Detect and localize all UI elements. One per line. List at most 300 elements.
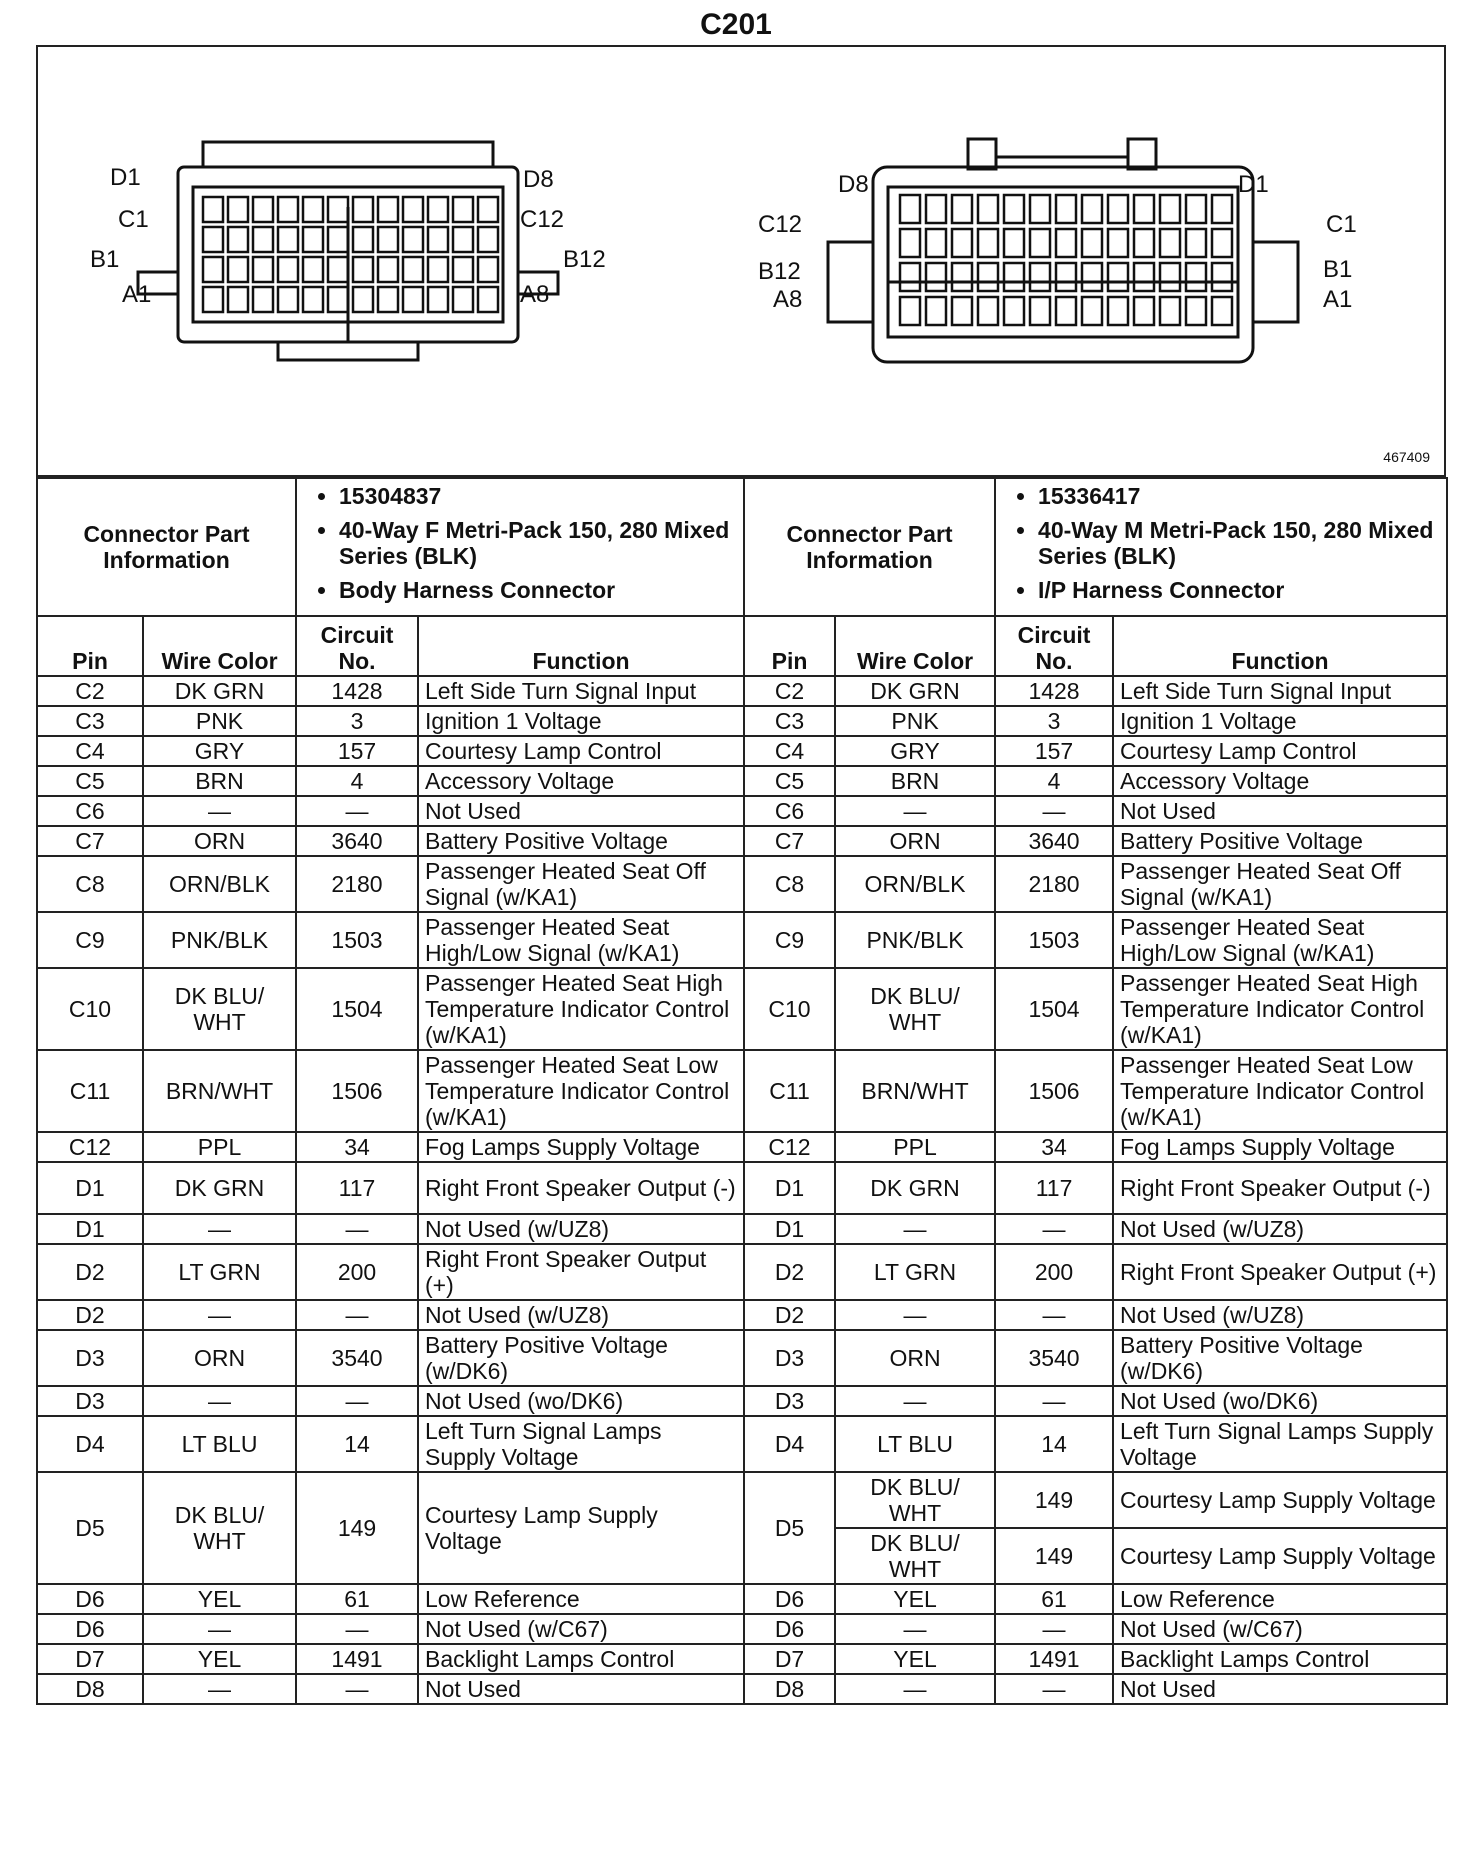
cpi-harness: • Body Harness Connector [339,577,737,603]
function-cell: Not Used [1113,1674,1447,1704]
function-cell: Not Used [418,796,744,826]
pin-cavity [228,227,248,252]
circuit-cell: — [995,1614,1113,1644]
pin-cavity [1134,195,1154,223]
wire-color-cell: PNK/BLK [835,912,995,968]
table-row [37,1300,1447,1330]
table-row [37,1244,1447,1300]
pin-cavity [478,257,498,282]
pin-cavity [278,287,298,312]
circuit-cell: 149 [296,1472,418,1584]
pin-cell: C12 [744,1132,835,1162]
function-cell: Not Used (w/UZ8) [418,1300,744,1330]
pin-cell: C2 [37,676,143,706]
pin-cavity [1134,229,1154,257]
pin-cavity [428,287,448,312]
table-row [37,968,1447,1050]
wire-color-cell: BRN [835,766,995,796]
function-cell: Courtesy Lamp Control [1113,736,1447,766]
pin-cavity [926,263,946,291]
wire-color-cell: — [143,1300,296,1330]
pin-label-d8: D8 [523,166,554,193]
pin-cell: C5 [744,766,835,796]
pin-cavity [428,197,448,222]
pin-cavity [1160,263,1180,291]
pin-cavity [1160,229,1180,257]
wire-color-cell: — [835,1300,995,1330]
pin-cavity [978,297,998,325]
wire-color-cell: DK GRN [143,676,296,706]
function-cell: Ignition 1 Voltage [418,706,744,736]
wire-color-cell: — [143,1386,296,1416]
pin-cavity [278,227,298,252]
pin-cavity [253,287,273,312]
pin-label-a1: A1 [122,281,152,308]
pin-cell: C6 [744,796,835,826]
circuit-cell: 3 [296,706,418,736]
pin-cavity [203,227,223,252]
function-cell: Accessory Voltage [1113,766,1447,796]
wire-color-cell: — [835,796,995,826]
pin-cavity [952,229,972,257]
page-title: C201 [700,8,772,41]
pin-cavity [253,227,273,252]
pin-label-b1: B1 [90,246,120,273]
pin-cavity [1108,297,1128,325]
function-cell: Backlight Lamps Control [418,1644,744,1674]
wire-color-cell: DK BLU/ WHT [835,1528,995,1584]
pin-cell: C10 [37,968,143,1050]
pin-cavity [900,195,920,223]
pin-cavity [403,197,423,222]
wire-color-cell: PNK [143,706,296,736]
wire-color-cell: — [143,1674,296,1704]
function-cell: Passenger Heated Seat High/Low Signal (w/KA1) [1113,912,1447,968]
pin-cavity [453,227,473,252]
pin-cavity [1134,297,1154,325]
function-cell: Not Used (w/UZ8) [1113,1300,1447,1330]
circuit-cell: 3640 [296,826,418,856]
table-row [37,676,1447,706]
circuit-cell: 1491 [995,1644,1113,1674]
pin-cavity [1082,263,1102,291]
pin-cavity [1056,195,1076,223]
wire-color-cell: DK GRN [835,1162,995,1214]
pin-label-d8: D8 [838,171,869,198]
pin-cavity [1186,263,1206,291]
pin-cell: C2 [744,676,835,706]
pin-cavity [328,287,348,312]
wire-color-cell: — [835,1614,995,1644]
pin-cell: D2 [744,1244,835,1300]
pin-cavity [1030,195,1050,223]
pin-cavity [900,297,920,325]
wire-color-cell: DK GRN [143,1162,296,1214]
pin-cavity [278,197,298,222]
circuit-cell: 1506 [995,1050,1113,1132]
circuit-cell: — [296,1386,418,1416]
pin-cell: C4 [37,736,143,766]
wire-color-cell: ORN [835,1330,995,1386]
header-wire-color: Wire Color [835,616,995,676]
pin-cavity [353,197,373,222]
header-function: Function [418,616,744,676]
pin-cell: C7 [744,826,835,856]
female-connector-face [138,142,558,360]
wire-color-cell: ORN/BLK [143,856,296,912]
circuit-cell: 2180 [296,856,418,912]
wire-color-cell: ORN [143,826,296,856]
function-cell: Passenger Heated Seat Off Signal (w/KA1) [1113,856,1447,912]
table-row [37,1614,1447,1644]
table-row [37,1584,1447,1614]
cpi-part-number: • 15336417 [1038,483,1440,509]
wire-color-cell: PNK/BLK [143,912,296,968]
function-cell: Passenger Heated Seat Off Signal (w/KA1) [418,856,744,912]
pin-cavity [303,257,323,282]
table-row [37,1644,1447,1674]
function-cell: Not Used (wo/DK6) [418,1386,744,1416]
pin-cell: D3 [744,1330,835,1386]
pin-cell: C3 [744,706,835,736]
pin-cavity [303,287,323,312]
circuit-cell: — [296,1614,418,1644]
pin-cavity [1030,229,1050,257]
function-cell: Passenger Heated Seat High Temperature Indicator Control (w/KA1) [418,968,744,1050]
pin-cavity [1108,195,1128,223]
pin-cell: D6 [37,1584,143,1614]
circuit-cell: 2180 [995,856,1113,912]
pin-cavity [926,297,946,325]
circuit-cell: 149 [995,1528,1113,1584]
cpi-part-number: • 15304837 [339,483,737,509]
circuit-cell: 1428 [296,676,418,706]
header-pin: Pin [744,616,835,676]
pin-cavity [1160,297,1180,325]
wire-color-cell: — [835,1386,995,1416]
wire-color-cell: LT GRN [835,1244,995,1300]
wire-color-cell: ORN [143,1330,296,1386]
function-cell: Not Used (wo/DK6) [1113,1386,1447,1416]
pin-cell: D7 [744,1644,835,1674]
function-cell: Passenger Heated Seat Low Temperature Indicator Control (w/KA1) [418,1050,744,1132]
pin-cell: D1 [37,1214,143,1244]
wire-color-cell: — [835,1674,995,1704]
wire-color-cell: — [143,796,296,826]
wire-color-cell: DK GRN [835,676,995,706]
wire-color-cell: LT BLU [143,1416,296,1472]
table-row [37,1674,1447,1704]
table-row [37,1472,1447,1528]
pin-cavity [328,257,348,282]
pin-cavity [378,227,398,252]
cpi-description: • 40-Way M Metri-Pack 150, 280 Mixed Series (BLK) [1038,517,1440,569]
table-row [37,736,1447,766]
pin-cavity [1056,297,1076,325]
wire-color-cell: GRY [143,736,296,766]
function-cell: Low Reference [1113,1584,1447,1614]
function-cell: Right Front Speaker Output (+) [418,1244,744,1300]
pin-cavity [478,197,498,222]
pin-cavity [228,197,248,222]
figure-number: 467409 [1383,449,1430,465]
circuit-cell: 200 [296,1244,418,1300]
pin-cavity [1082,195,1102,223]
cpi-description: • 40-Way F Metri-Pack 150, 280 Mixed Series (BLK) [339,517,737,569]
wire-color-cell: DK BLU/ WHT [143,1472,296,1584]
pin-cavity [378,287,398,312]
function-cell: Left Side Turn Signal Input [418,676,744,706]
pin-cavity [1030,297,1050,325]
wire-color-cell: PPL [835,1132,995,1162]
cpi-label-right: Connector Part Information [744,478,995,616]
circuit-cell: 1506 [296,1050,418,1132]
pin-cell: D7 [37,1644,143,1674]
wire-color-cell: PNK [835,706,995,736]
function-cell: Left Side Turn Signal Input [1113,676,1447,706]
pin-label-c1: C1 [118,206,149,233]
pin-label-d1: D1 [1238,171,1269,198]
pin-cavity [1030,263,1050,291]
circuit-cell: 61 [995,1584,1113,1614]
connector-part-info-row [37,478,1447,616]
pin-cavity [403,287,423,312]
circuit-cell: 3540 [296,1330,418,1386]
function-cell: Courtesy Lamp Supply Voltage [1113,1528,1447,1584]
circuit-cell: — [296,1300,418,1330]
function-cell: Not Used (w/C67) [418,1614,744,1644]
pin-cavity [1004,297,1024,325]
function-cell: Left Turn Signal Lamps Supply Voltage [1113,1416,1447,1472]
pin-cavity [1004,229,1024,257]
function-cell: Right Front Speaker Output (+) [1113,1244,1447,1300]
pin-label-b12: B12 [758,258,801,285]
pin-label-c1: C1 [1326,211,1357,238]
circuit-cell: — [296,796,418,826]
pin-cavity [1004,195,1024,223]
pin-cavity [453,287,473,312]
table-row [37,912,1447,968]
function-cell: Left Turn Signal Lamps Supply Voltage [418,1416,744,1472]
pin-cavity [378,257,398,282]
table-row [37,1330,1447,1386]
wire-color-cell: YEL [143,1584,296,1614]
table-row [37,1132,1447,1162]
function-cell: Not Used (w/C67) [1113,1614,1447,1644]
pin-cavity [900,229,920,257]
wire-color-cell: GRY [835,736,995,766]
pin-cavity [328,227,348,252]
circuit-cell: 117 [296,1162,418,1214]
connector-diagram [36,45,1446,477]
pin-cell: D2 [37,1300,143,1330]
pin-cell: D1 [37,1162,143,1214]
pin-cavity [403,227,423,252]
cpi-info-left [296,478,744,616]
pin-label-a1: A1 [1323,286,1353,313]
pin-cell: D5 [37,1472,143,1584]
wire-color-cell: LT BLU [835,1416,995,1472]
circuit-cell: 1504 [995,968,1113,1050]
circuit-cell: 3640 [995,826,1113,856]
pin-cavity [203,287,223,312]
circuit-cell: — [995,1300,1113,1330]
wire-color-cell: — [143,1214,296,1244]
wire-color-cell: ORN [835,826,995,856]
table-row [37,856,1447,912]
wire-color-cell: BRN/WHT [143,1050,296,1132]
pin-cavity [978,229,998,257]
pin-cavity [428,227,448,252]
wire-color-cell: ORN/BLK [835,856,995,912]
circuit-cell: 3 [995,706,1113,736]
pin-cell: C6 [37,796,143,826]
function-cell: Backlight Lamps Control [1113,1644,1447,1674]
function-cell: Battery Positive Voltage (w/DK6) [1113,1330,1447,1386]
wire-color-cell: DK BLU/ WHT [143,968,296,1050]
pin-cell: D6 [744,1614,835,1644]
pin-cell: C7 [37,826,143,856]
circuit-cell: 4 [296,766,418,796]
circuit-cell: 4 [995,766,1113,796]
pin-cavity [478,287,498,312]
pin-cell: D4 [744,1416,835,1472]
column-header-row [37,616,1447,676]
pin-cavity [253,257,273,282]
table-row [37,1214,1447,1244]
pin-cavity [353,227,373,252]
pin-cavity [1186,297,1206,325]
pin-cell: C9 [744,912,835,968]
pin-cavity [453,257,473,282]
header-circuit-no: Circuit No. [296,616,418,676]
pin-cavity [228,257,248,282]
pin-cavity [952,195,972,223]
wire-color-cell: YEL [835,1584,995,1614]
function-cell: Not Used [418,1674,744,1704]
function-cell: Courtesy Lamp Supply Voltage [418,1472,744,1584]
circuit-cell: 157 [995,736,1113,766]
function-cell: Fog Lamps Supply Voltage [418,1132,744,1162]
pin-label-b1: B1 [1323,256,1353,283]
function-cell: Fog Lamps Supply Voltage [1113,1132,1447,1162]
table-row [37,1050,1447,1132]
pin-cavity [428,257,448,282]
table-row [37,826,1447,856]
pin-cell: D1 [744,1214,835,1244]
pin-cavity [403,257,423,282]
pin-cell: D3 [744,1386,835,1416]
function-cell: Passenger Heated Seat High Temperature Indicator Control (w/KA1) [1113,968,1447,1050]
header-wire-color: Wire Color [143,616,296,676]
wire-color-cell: YEL [835,1644,995,1674]
pin-cavity [1186,229,1206,257]
male-connector-face [828,139,1298,362]
pin-cavity [453,197,473,222]
pin-cell: D1 [744,1162,835,1214]
pin-cavity [1082,229,1102,257]
pin-label-d1: D1 [110,164,141,191]
wire-color-cell: DK BLU/ WHT [835,968,995,1050]
wire-color-cell: PPL [143,1132,296,1162]
pin-cell: D4 [37,1416,143,1472]
connector-drawings [38,47,1444,475]
pin-cell: C11 [744,1050,835,1132]
pin-cavity [278,257,298,282]
pin-cavity [203,257,223,282]
function-cell: Battery Positive Voltage [418,826,744,856]
function-cell: Courtesy Lamp Supply Voltage [1113,1472,1447,1528]
function-cell: Low Reference [418,1584,744,1614]
pin-cell: C4 [744,736,835,766]
pin-cavity [952,297,972,325]
pin-cavity [1108,229,1128,257]
wire-color-cell: DK BLU/ WHT [835,1472,995,1528]
circuit-cell: 200 [995,1244,1113,1300]
circuit-cell: — [995,796,1113,826]
pin-cavity [328,197,348,222]
circuit-cell: 3540 [995,1330,1113,1386]
pin-cavity [900,263,920,291]
circuit-cell: — [296,1214,418,1244]
pin-cavity [978,195,998,223]
header-circuit-no: Circuit No. [995,616,1113,676]
function-cell: Passenger Heated Seat Low Temperature Indicator Control (w/KA1) [1113,1050,1447,1132]
pin-cell: C10 [744,968,835,1050]
function-cell: Accessory Voltage [418,766,744,796]
circuit-cell: — [995,1674,1113,1704]
pin-cell: C8 [37,856,143,912]
table-row [37,706,1447,736]
pin-cell: D6 [744,1584,835,1614]
function-cell: Right Front Speaker Output (-) [1113,1162,1447,1214]
circuit-cell: 117 [995,1162,1113,1214]
connector-pinout-table [36,477,1448,1705]
wire-color-cell: YEL [143,1644,296,1674]
table-row [37,1162,1447,1214]
pin-cavity [478,227,498,252]
pin-cell: D3 [37,1386,143,1416]
wire-color-cell: — [835,1214,995,1244]
pin-cavity [353,287,373,312]
function-cell: Right Front Speaker Output (-) [418,1162,744,1214]
wire-color-cell: BRN/WHT [835,1050,995,1132]
circuit-cell: 1503 [296,912,418,968]
pin-cell: D5 [744,1472,835,1584]
pin-cell: D3 [37,1330,143,1386]
function-cell: Not Used [1113,796,1447,826]
pin-label-c12: C12 [520,206,565,233]
function-cell: Battery Positive Voltage [1113,826,1447,856]
circuit-cell: 1504 [296,968,418,1050]
pin-cell: C12 [37,1132,143,1162]
pin-cell: D8 [744,1674,835,1704]
function-cell: Not Used (w/UZ8) [1113,1214,1447,1244]
pin-cavity [1212,229,1232,257]
wire-color-cell: — [143,1614,296,1644]
wire-color-cell: LT GRN [143,1244,296,1300]
pin-cavity [203,197,223,222]
pin-cavity [1186,195,1206,223]
table-row [37,1416,1447,1472]
pin-cavity [1212,263,1232,291]
function-cell: Ignition 1 Voltage [1113,706,1447,736]
circuit-cell: 149 [995,1472,1113,1528]
pin-cavity [228,287,248,312]
circuit-cell: 1503 [995,912,1113,968]
circuit-cell: 34 [296,1132,418,1162]
wire-color-cell: BRN [143,766,296,796]
